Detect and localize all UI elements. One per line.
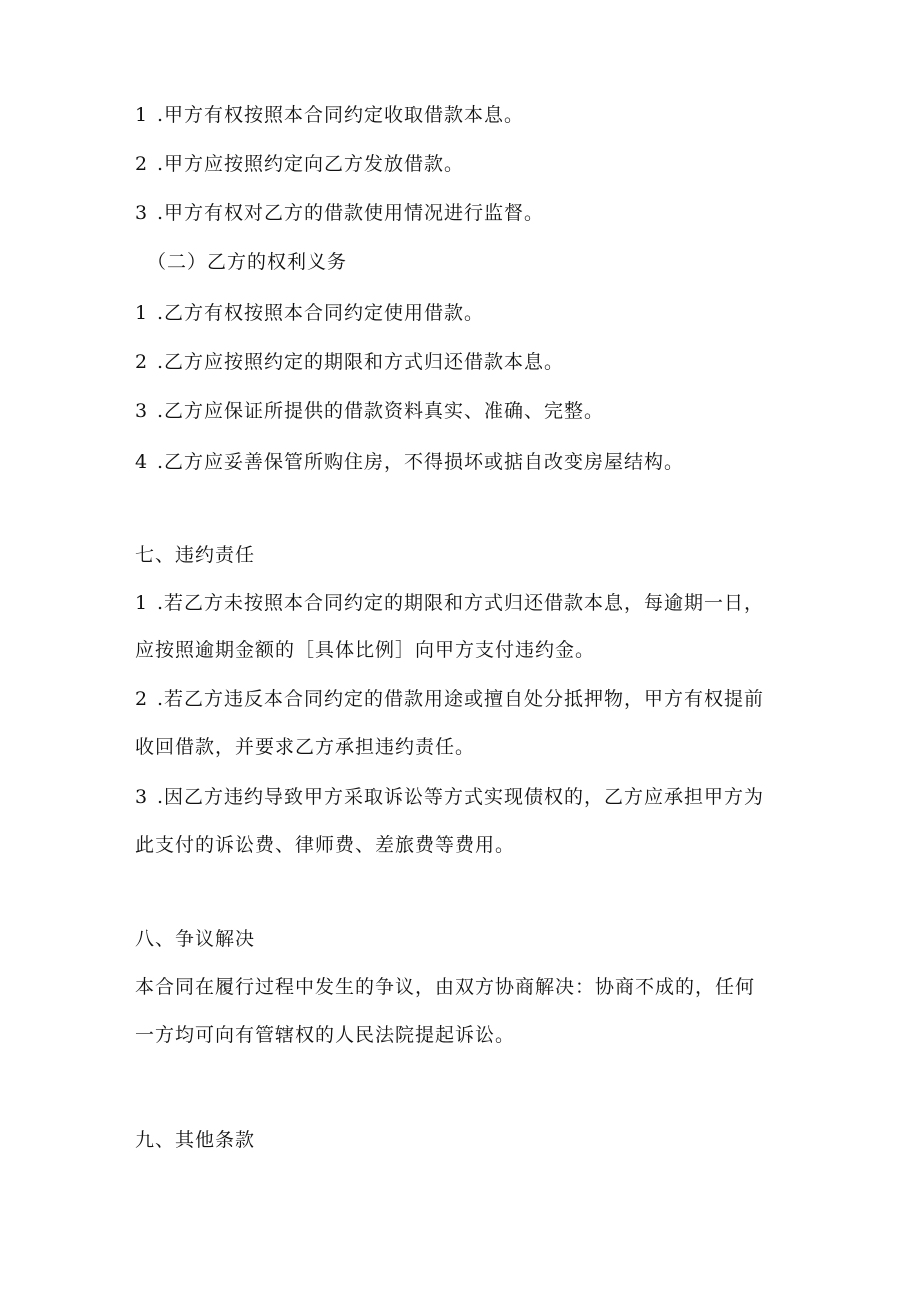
item-number: 3 xyxy=(135,786,149,808)
item-text: .甲方有权按照本合同约定收取借款本息。 xyxy=(157,104,525,126)
item-number: 3 xyxy=(135,202,149,224)
breach-item xyxy=(135,686,764,712)
party-b-item xyxy=(135,300,484,326)
section-heading: 七、违约责任 xyxy=(135,544,256,566)
item-number: 2 xyxy=(135,153,149,175)
party-a-item xyxy=(135,102,524,128)
item-text: .乙方有权按照本合同约定使用借款。 xyxy=(157,302,485,324)
item-number: 4 xyxy=(135,451,149,473)
breach-item xyxy=(135,590,764,616)
item-text: .因乙方违约导致甲方采取诉讼等方式实现债权的，乙方应承担甲方为 xyxy=(157,786,765,808)
item-number: 2 xyxy=(135,351,149,373)
item-text: .若乙方未按照本合同约定的期限和方式归还借款本息，每逾期一日， xyxy=(157,592,765,614)
breach-item-continuation: 应按照逾期金额的［具体比例］向甲方支付违约金。 xyxy=(135,639,596,661)
subsection-heading: （二）乙方的权利义务 xyxy=(147,251,348,273)
paragraph-line: 一方均可向有管辖权的人民法院提起诉讼。 xyxy=(135,1024,516,1046)
breach-item xyxy=(135,784,764,810)
breach-item-continuation: 此支付的诉讼费、律师费、差旅费等费用。 xyxy=(135,834,516,856)
paragraph-line: 本合同在履行过程中发生的争议，由双方协商解决：协商不成的，任何 xyxy=(135,976,756,998)
item-number: 2 xyxy=(135,688,149,710)
party-b-item xyxy=(135,349,564,375)
breach-item-continuation: 收回借款，并要求乙方承担违约责任。 xyxy=(135,736,476,758)
item-text: .若乙方违反本合同约定的借款用途或擅自处分抵押物，甲方有权提前 xyxy=(157,688,765,710)
item-text: .乙方应按照约定的期限和方式归还借款本息。 xyxy=(157,351,565,373)
section-heading: 八、争议解决 xyxy=(135,928,256,950)
section-heading: 九、其他条款 xyxy=(135,1129,256,1151)
item-text: .甲方有权对乙方的借款使用情况进行监督。 xyxy=(157,202,545,224)
item-text: .甲方应按照约定向乙方发放借款。 xyxy=(157,153,465,175)
item-text: .乙方应保证所提供的借款资料真实、准确、完整。 xyxy=(157,400,605,422)
item-number: 1 xyxy=(135,104,149,126)
item-number: 1 xyxy=(135,592,149,614)
item-text: .乙方应妥善保管所购住房，不得损坏或掂自改变房屋结构。 xyxy=(157,451,685,473)
item-number: 3 xyxy=(135,400,149,422)
party-b-item xyxy=(135,449,684,475)
party-a-item xyxy=(135,200,544,226)
party-a-item xyxy=(135,151,464,177)
party-b-item xyxy=(135,398,604,424)
item-number: 1 xyxy=(135,302,149,324)
